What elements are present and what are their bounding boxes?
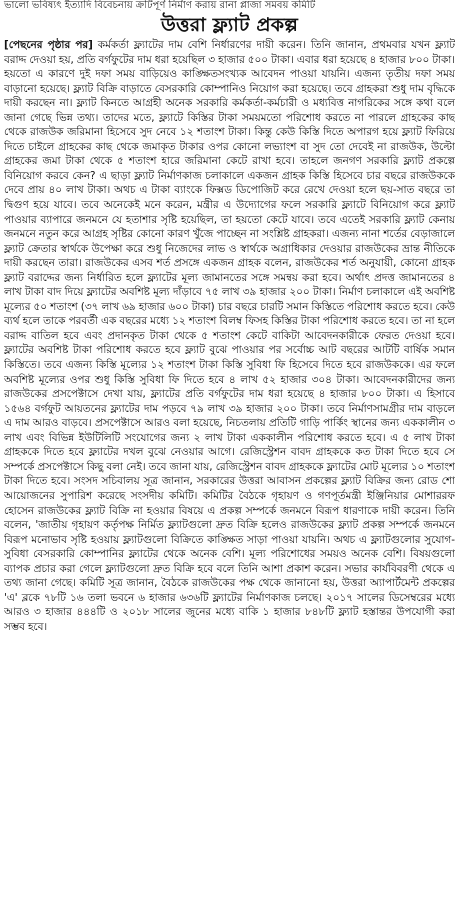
article-body: [4, 38, 455, 898]
article-paragraph: [4, 38, 455, 634]
headline: উত্তরা ফ্ল্যাট প্রকল্প: [161, 14, 298, 36]
article-text: কর্মকর্তা ফ্ল্যাটের দাম বেশি নির্ধারণের দায়ী করেন। তিনি জানান, প্রথমবার যখন ফ্ল্যাট বরাদ্দ দেওয়া হয়, প্রতি বর্গফুটের দাম ধরা হয়েছিল ৩ হাজার ৫০০ টাকা। এবার ধরা হয়েছে ৪ হাজার ৮০০ টাকা। হয়তো এ কারণে দুই দফা সময় বাড়িয়েও কাঙ্ক্ষিতসংখ্যক আবেদন পাওয়া যায়নি। এজন্য তৃতীয় দফা সময় বাড়ানো হয়েছে। ফ্ল্যাট বিক্রি বাড়াতে বেসরকারি কোম্পানিও নিয়োগ করা হয়েছে। তবে গ্রাহকরা শুধু দাম বৃদ্ধিকে দায়ী করছেন না। ফ্ল্যাট কিনতে আগ্রহী অনেক সরকারি কর্মকর্তা-কর্মচারী ও মধ্যবিত্ত নাগরিকের সঙ্গে কথা বলে জানা গেছে ভিন্ন তথ্য। তাদের মতে, ফ্ল্যাটে কিস্তির টাকা সময়মতো পরিশোধ করতে না পারলে গ্রাহকের কাছ থেকে রাজউক জরিমানা হিসেবে সুদ নেবে ১২ শতাংশ টাকা। কিন্তু কেউ কিস্তি দিতে অপারগ হয়ে ফ্ল্যাট ফিরিয়ে দিতে চাইলে গ্রাহকের কাছ থেকে জমাকৃত টাকার ওপর কোনো লভ্যাংশ বা সুদ তো দেবেই না রাজউক, উল্টো গ্রাহকের জমা টাকা থেকে ৫ শতাংশ হারে জরিমানা কেটে রাখা হবে। তাহলে জনগণ সরকারি ফ্ল্যাট প্রকল্পে বিনিয়োগ করবে কেন? এ ছাড়া ফ্ল্যাট নির্মাণকাজ চলাকালে একজন গ্রাহক কিস্তি হিসেবে চার বছরে রাজউককে দেবে প্রায় ৪০ লাখ টাকা। অথচ এ টাকা ব্যাংকে ফিক্সড ডিপোজিট করে রেখে দেওয়া হলে ছয়-সাত বছরে তা দ্বিগুণ হয়ে যাবে। তবে অনেকেই মনে করেন, মন্ত্রীর এ উদ্যোগের ফলে সরকারি ফ্ল্যাটে বিনিয়োগ করে ফ্ল্যাট পাওয়ার ব্যাপারে জনমনে যে হতাশার সৃষ্টি হয়েছিল, তা হয়তো কেটে যাবে। তবে এতেই সরকারি ফ্ল্যাট কেনায় জনমনে নতুন করে আগ্রহ সৃষ্টির কোনো কারণ খুঁজে পাচ্ছেন না সংশ্লিষ্ট গ্রাহকরা। এজন্য নানা শর্তের বেড়াজালে ফ্ল্যাট ক্রেতার স্বার্থকে উপেক্ষা করে শুধু নিজেদের লাভ ও স্বার্থকে অগ্রাধিকার দেওয়ার রাজউকের ভ্রান্ত নীতিকে দায়ী করছেন তারা। রাজউকের এসব শর্ত প্রসঙ্গে একজন গ্রাহক বলেন, রাজউকের শর্ত অনুযায়ী, কোনো গ্রাহক ফ্ল্যাট বরাদ্দের জন্য নির্ধারিত হলে ফ্ল্যাটের মূল্য জামানতের সঙ্গে সমন্বয় করা হবে। অর্থাৎ প্রদত্ত জামানতের ৪ লাখ টাকা বাদ দিয়ে ফ্ল্যাটের অবশিষ্ট মূল্য দাঁড়াবে ৭৫ লাখ ৩৯ হাজার ২০০ টাকা। নির্মাণ চলাকালে এই অবশিষ্ট মূল্যের ৫০ শতাংশ (৩৭ লাখ ৬৯ হাজার ৬০০ টাকা) চার বছরে চারটি সমান কিস্তিতে পরিশোধ করতে হবে। কেউ ব্যর্থ হলে তাকে পরবর্তী এক বছরের মধ্যে ১২ শতাংশ বিলম্ব ফিসহ কিস্তির টাকা পরিশোধ করতে হবে। তা না হলে বরাদ্দ বাতিল হবে এবং প্রদানকৃত টাকা থেকে ৫ শতাংশ কেটে বাকিটা আবেদনকারীকে ফেরত দেওয়া হবে। ফ্ল্যাটের অবশিষ্ট টাকা পরিশোধ করতে হবে ফ্ল্যাট বুঝে পাওয়ার পর সর্বোচ্চ আট বছরের আটটি বার্ষিক সমান কিস্তিতে। তবে এজন্য কিস্তি মূল্যের ১২ শতাংশ টাকা কিস্তি সুবিধা ফি হিসেবে দিতে হবে রাজউককে। এর ফলে অবশিষ্ট মূল্যের ওপর শুধু কিস্তি সুবিধা ফি দিতে হবে ৪ লাখ ৫২ হাজার ৩০৪ টাকা। আবেদনকারীদের জন্য রাজউকের প্রসপেক্টাসে দেখা যায়, ফ্ল্যাটের প্রতি বর্গফুটের দাম ধরা হয়েছে ৪ হাজার ৮০০ টাকা। এ হিসাবে ১৫৬৪ বর্গফুট আয়তনের ফ্ল্যাটের দাম পড়বে ৭৯ লাখ ৩৯ হাজার ২০০ টাকা। তবে নির্মাণসামগ্রীর দাম বাড়লে এ দাম আরও বাড়বে। প্রসপেক্টাসে আরও বলা হয়েছে, নিচতলায় প্রতিটি গাড়ি পার্কিং স্থানের জন্য এককালীন ৩ লাখ এবং বিভিন্ন ইউটিলিটি সংযোগের জন্য ২ লাখ টাকা এককালীন পরিশোধ করতে হবে। এ ৫ লাখ টাকা গ্রাহককে দিতে হবে ফ্ল্যাটের দখল বুঝে নেওয়ার আগে। রেজিস্ট্রেশন বাবদ গ্রাহককে কত টাকা দিতে হবে সে সম্পর্কে প্রসপেক্টাসে কিছু বলা নেই। তবে জানা যায়, রেজিস্ট্রেশন বাবদ গ্রাহককে ফ্ল্যাটের মোট মূল্যের ১০ শতাংশ টাকা দিতে হবে। সংসদ সচিবালয় সূত্র জানান, সরকারের উত্তরা আবাসন প্রকল্পের ফ্ল্যাট বিক্রির জন্য রোড শো আয়োজনের সুপারিশ করেছে সংসদীয় কমিটি। কমিটির বৈঠকে গৃহায়ণ ও গণপূর্তমন্ত্রী ইঞ্জিনিয়ার মোশাররফ হোসেন রাজউকের ফ্ল্যাট বিক্রি না হওয়ার বিষয়ে এ প্রকল্প সম্পর্কে জনমনে বিরূপ ধারণাকে দায়ী করেন। তিনি বলেন, 'জাতীয় গৃহায়ণ কর্তৃপক্ষ নির্মিত ফ্ল্যাটগুলো দ্রুত বিক্রি হলেও রাজউকের ফ্ল্যাট প্রকল্প সম্পর্কে জনমনে বিরূপ মনোভাব সৃষ্টি হওয়ায় ফ্ল্যাটগুলো বিক্রিতে কাঙ্ক্ষিত সাড়া পাওয়া যায়নি। অথচ এ ফ্ল্যাটগুলোর সুযোগ-সুবিধা বেসরকারি কোম্পানির ফ্ল্যাটের থেকে অনেক বেশি। মূল্য পরিশোধের সময়ও অনেক বেশি। বিষয়গুলো ব্যাপক প্রচার করা গেলে ফ্ল্যাটগুলো দ্রুত বিক্রি হবে বলে তিনি আশা প্রকাশ করেন। সভার কার্যবিবরণী থেকে এ তথ্য জানা গেছে। কমিটি সূত্র জানান, বৈঠকে রাজউকের পক্ষ থেকে জানানো হয়, উত্তরা অ্যাপার্টমেন্ট প্রকল্পের 'এ' ব্লকে ৭৮টি ১৬ তলা ভবনে ৬ হাজার ৬৩৬টি ফ্ল্যাটের নির্মাণকাজ চলছে। ২০১৭ সালের ডিসেম্বরের মধ্যে আরও ৩ হাজার ৪৪৪টি ও ২০১৮ সালের জুনের মধ্যে বাকি ১ হাজার ৮৪৮টি ফ্ল্যাট হস্তান্তর উপযোগী করা সম্ভব হবে।: [4, 39, 455, 633]
continued-from-tag: [পেছনের পৃষ্ঠার পর]: [4, 39, 93, 51]
previous-article-fragment: ভালো ভবিষ্যৎ ইত্যাদি বিবেচনায় ক্রটিপূর্ণ নির্মাণ করায় রানা প্লাজা সমবয় কমিটি: [4, 0, 316, 11]
